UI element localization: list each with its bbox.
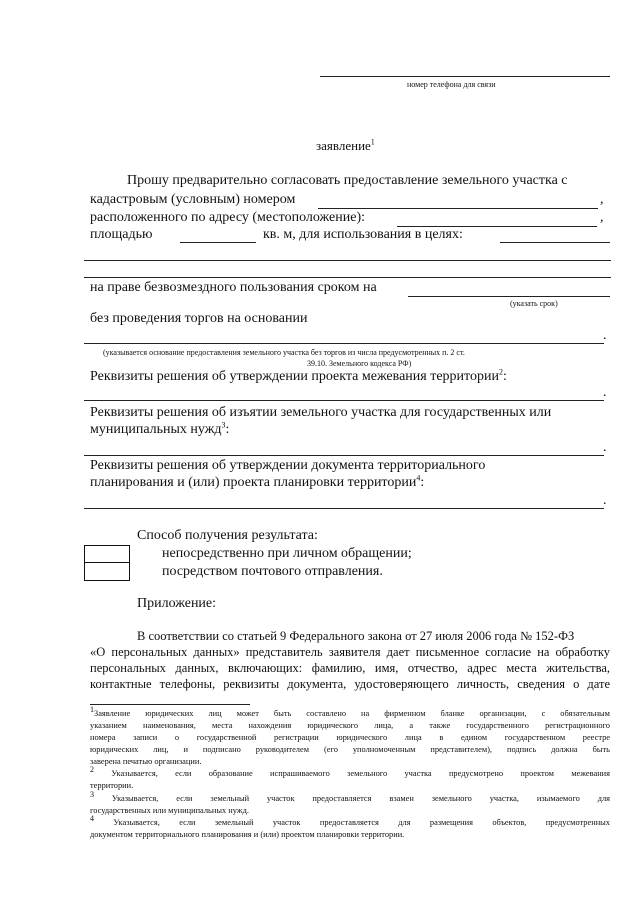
phone-number-line[interactable]: [320, 76, 610, 77]
footnote-1-line-3: номера записи о государственной регистрации юридического лица в едином государственном реестре: [90, 733, 610, 742]
seizure-requisites-line-1: Реквизиты решения об изъятии земельного участка для государственных или: [90, 405, 552, 420]
consent-line-2: «О персональных данных» представитель заявителя дает письменное согласие на обработку: [90, 645, 610, 659]
no-tender-basis-field[interactable]: [84, 343, 604, 344]
footnote-4-line-1: $^4$ Указывается, если земельный участок предоставляется для размещения объектов, предусмотренных: [90, 814, 610, 827]
basis-hint-line-1: (указывается основание предоставления земельного участка без торгов из числа предусмотренных п. 2 ст.: [103, 348, 465, 357]
footnote-mark-3: 3: [221, 420, 226, 430]
address-label: расположенного по адресу (местоположение):: [90, 210, 366, 225]
free-use-label: на праве безвозмездного пользования сроком на: [90, 280, 377, 295]
footnote-1-line-2: указанием наименования, места нахождения юридического лица, а также государственного регистрационного: [90, 721, 610, 730]
footnote-1-line-5: заверена печатью организации.: [90, 757, 202, 766]
footnote-4-line-2: документом территориального планирования и (или) проектом планировки территории.: [90, 830, 405, 839]
no-tender-label: без проведения торгов на основании: [90, 311, 308, 326]
consent-line-3: персональных данных, включающих: фамилию, имя, отчество, адрес места жительства,: [90, 661, 610, 675]
footnote-2-line-1: $^2$ Указывается, если образование испрашиваемого земельного участка предусмотрено проектом межевания: [90, 765, 611, 778]
purpose-field-line-2[interactable]: [84, 260, 611, 261]
consent-line-4: контактные телефоны, реквизиты документа, удостоверяющего личность, сведения о дате: [90, 677, 610, 691]
purpose-field-line-3[interactable]: [84, 277, 611, 278]
result-option-in-person-label: непосредственно при личном обращении;: [162, 546, 412, 561]
survey-period: .: [603, 385, 607, 400]
result-method-title: Способ получения результата:: [137, 528, 318, 543]
footnote-mark-4: 4: [416, 473, 421, 483]
purpose-field[interactable]: [500, 242, 610, 243]
footnote-mark-1: 1: [370, 137, 375, 147]
survey-requisites-field[interactable]: [84, 400, 604, 401]
term-hint: (указать срок): [510, 299, 558, 308]
footnote-1-line-4: юридических лиц, и подписано руководителем (его уполномоченным представителем), подпись должна быть: [90, 745, 610, 754]
document-title-text: заявление: [316, 138, 371, 153]
phone-number-label: номер телефона для связи: [407, 80, 496, 89]
document-title: [316, 138, 375, 154]
consent-line-1: В соответствии со статьей 9 Федерального закона от 27 июля 2006 года № 152-ФЗ: [137, 629, 575, 643]
planning-requisites-field[interactable]: [84, 508, 604, 509]
seizure-period: .: [603, 440, 607, 455]
attachment-label: Приложение:: [137, 596, 217, 611]
footnote-2-line-2: территории.: [90, 781, 134, 790]
address-comma: ,: [600, 210, 604, 225]
area-field[interactable]: [180, 242, 256, 243]
footnote-separator: [90, 704, 250, 705]
footnote-mark-2: 2: [498, 367, 503, 377]
area-units-label: кв. м, для использования в целях:: [263, 227, 463, 242]
cadastral-number-label: кадастровым (условным) номером: [90, 192, 296, 207]
footnote-3-line-2: государственных или муниципальных нужд.: [90, 806, 249, 815]
footnote-3-line-1: $^3$ Указывается, если земельный участок предоставляется взамен земельного участка, изымаемого для: [90, 790, 610, 803]
cadastral-number-field[interactable]: [318, 208, 598, 209]
footnote-1-line-1: $^1$Заявление юридических лиц может быть составлено на фирменном бланке организации, с обязательным: [90, 705, 610, 718]
cadastral-comma: ,: [600, 192, 604, 207]
free-use-term-field[interactable]: [408, 296, 610, 297]
seizure-requisites-field[interactable]: [84, 455, 604, 456]
request-intro-line: Прошу предварительно согласовать предоставление земельного участка с: [127, 173, 568, 188]
planning-period: .: [603, 493, 607, 508]
area-label: площадью: [90, 227, 153, 242]
planning-requisites-line-2: планирования и (или) проекта планировки территории$^4$:: [90, 473, 425, 490]
basis-hint-line-2: 39.10. Земельного кодекса РФ): [307, 359, 412, 368]
survey-requisites-label: Реквизиты решения об утверждении проекта межевания территории$^2$:: [90, 367, 507, 384]
no-tender-period: .: [603, 328, 607, 343]
result-option-in-person-checkbox[interactable]: [84, 545, 130, 563]
result-option-post-checkbox[interactable]: [84, 562, 130, 581]
planning-requisites-line-1: Реквизиты решения об утверждении документа территориального: [90, 458, 486, 473]
result-option-post-label: посредством почтового отправления.: [162, 564, 383, 579]
seizure-requisites-line-2: муниципальных нужд$^3$:: [90, 420, 230, 437]
